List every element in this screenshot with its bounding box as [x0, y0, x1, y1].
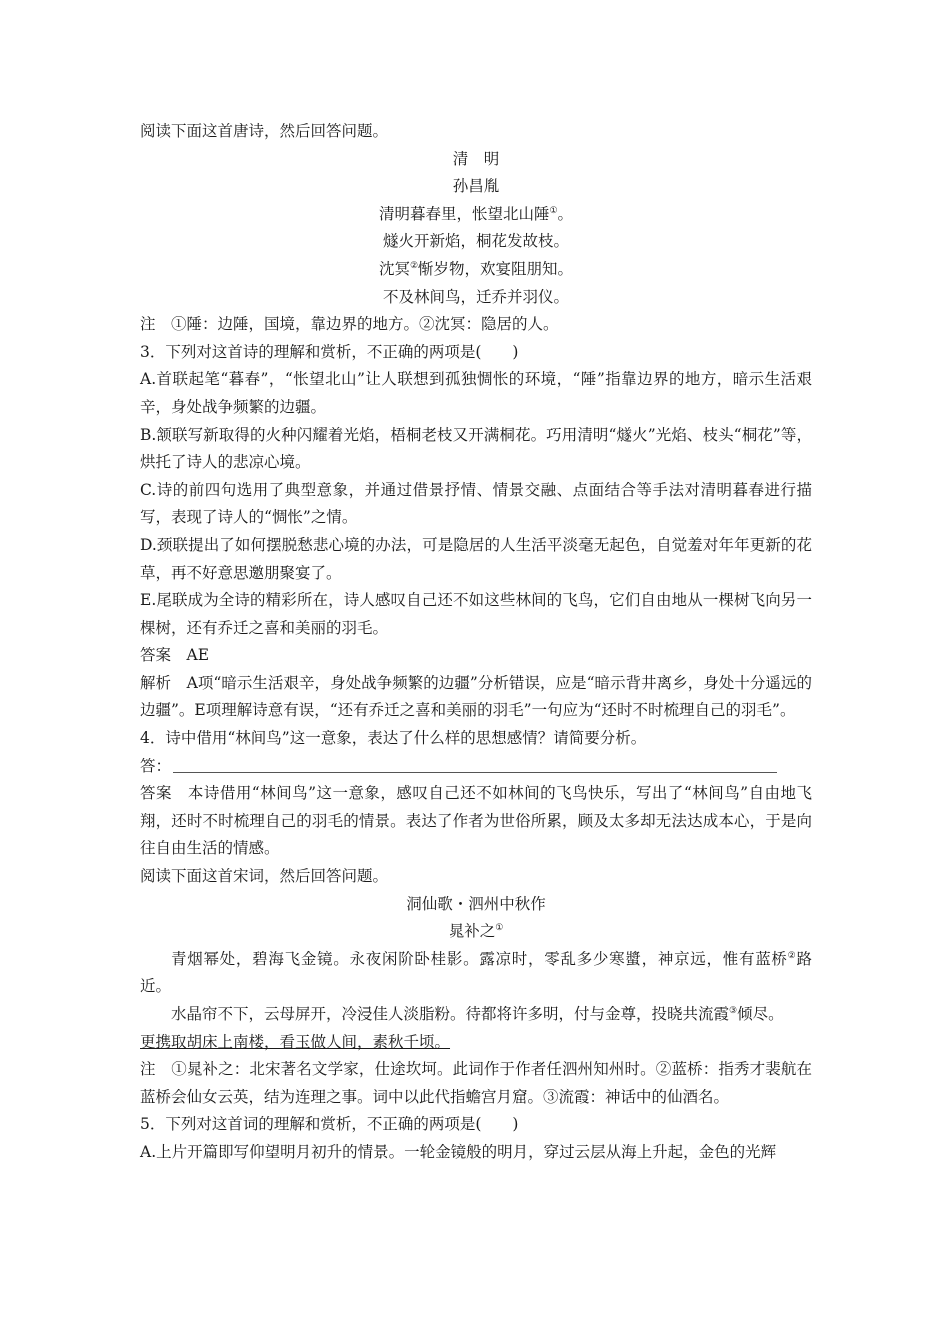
- question-3-answer: 答案 AE: [140, 646, 210, 665]
- poem-line: 沈冥②惭岁物，欢宴阻朋知。: [378, 259, 574, 278]
- question-5-stem: 5．下列对这首词的理解和赏析，不正确的两项是( ): [140, 1115, 519, 1134]
- footnote-mark: ②: [409, 260, 419, 271]
- poem-line: 燧火开新焰，桐花发故枝。: [382, 232, 569, 251]
- question-3-stem: 3．下列对这首诗的理解和赏析，不正确的两项是( ): [140, 342, 519, 361]
- ci-title: 洞仙歌・泗州中秋作: [406, 894, 546, 913]
- poem-title: 清 明: [452, 149, 500, 168]
- question-3-option-d: D.颈联提出了如何摆脱愁悲心境的办法，可是隐居的人生活平淡毫无起色，自觉羞对年年更新的花草，再不好意思邀朋聚宴了。: [140, 535, 812, 582]
- ci-paragraph-1: 青烟幂处，碧海飞金镜。永夜闲阶卧桂影。露凉时，零乱多少寒螿，神京远，惟有蓝桥②路近。: [140, 949, 812, 996]
- question-4-answer: 答案 本诗借用“林间鸟”这一意象，感叹自己还不如林间的飞鸟快乐，写出了“林间鸟”自由地飞翔，还时不时梳理自己的羽毛的情景。表达了作者为世俗所累，顾及太多却无法达成本心，于是向往自由生活的情感。: [140, 784, 812, 858]
- question-5-option-a: A.上片开篇即写仰望明月初升的情景。一轮金镜般的明月，穿过云层从海上升起，金色的光辉: [140, 1142, 777, 1161]
- answer-blank-rule: [173, 771, 777, 773]
- poem-line: 清明暮春里，怅望北山陲①。: [378, 204, 574, 223]
- footnote-mark: ①: [549, 205, 558, 216]
- answer-label: 答：: [140, 756, 172, 775]
- question-3-option-a: A.首联起笔“暮春”，“怅望北山”让人联想到孤独惆怅的环境，“陲”指靠边界的地方，暗示生活艰辛，身处战争频繁的边疆。: [140, 370, 812, 416]
- poem-line: 不及林间鸟，迁乔并羽仪。: [382, 287, 569, 306]
- ci-paragraph-2: 水晶帘不下，云母屏开，冷浸佳人淡脂粉。待都将许多明，付与金尊，投晓共流霞③倾尽。: [171, 1005, 784, 1023]
- poem-author: 孙昌胤: [452, 177, 500, 196]
- question-3-option-b: B.颔联写新取得的火种闪耀着光焰，梧桐老枝又开满桐花。巧用清明“燧火”光焰、枝头“桐花”等，烘托了诗人的悲凉心境。: [140, 425, 812, 472]
- ci-author: 晁补之①: [448, 922, 504, 941]
- question-3-option-c: C.诗的前四句选用了典型意象，并通过借景抒情、情景交融、点面结合等手法对清明暮春进行描写，表现了诗人的“惆怅”之情。: [140, 480, 812, 527]
- document-content: [140, 118, 812, 1167]
- section1-intro: 阅读下面这首唐诗，然后回答问题。: [140, 122, 389, 140]
- footnote-mark: ②: [787, 950, 797, 961]
- ci-note: 注 ①晁补之：北宋著名文学家，仕途坎坷。此词作于作者任泗州知州时。②蓝桥：指秀才裴航在蓝桥会仙女云英，结为连理之事。词中以此代指蟾宫月窟。③流霞：神话中的仙酒名。: [140, 1060, 812, 1106]
- section2-intro: 阅读下面这首宋词，然后回答问题。: [140, 867, 389, 886]
- footnote-mark: ①: [495, 923, 504, 934]
- footnote-mark: ③: [729, 1005, 738, 1016]
- question-3-option-e: E.尾联成为全诗的精彩所在，诗人感叹自己还不如这些林间的飞鸟，它们自由地从一棵树飞向另一棵树，还有乔迁之喜和美丽的羽毛。: [140, 591, 812, 637]
- question-4-answer-line: [140, 753, 812, 781]
- question-3-analysis: 解析 A项“暗示生活艰辛，身处战争频繁的边疆”分析错误，应是“暗示背井离乡，身处十分遥远的边疆”。E项理解诗意有误，“还有乔迁之喜和美丽的羽毛”一句应为“还时不时梳理自己的羽毛”。: [140, 673, 812, 720]
- poem-note: 注 ①陲：边陲，国境，靠边界的地方。②沈冥：隐居的人。: [140, 315, 559, 334]
- ci-underlined-line: 更携取胡床上南楼，看玉做人间，素秋千顷。: [140, 1032, 451, 1051]
- question-4-stem: 4．诗中借用“林间鸟”这一意象，表达了什么样的思想感情？请简要分析。: [140, 729, 647, 748]
